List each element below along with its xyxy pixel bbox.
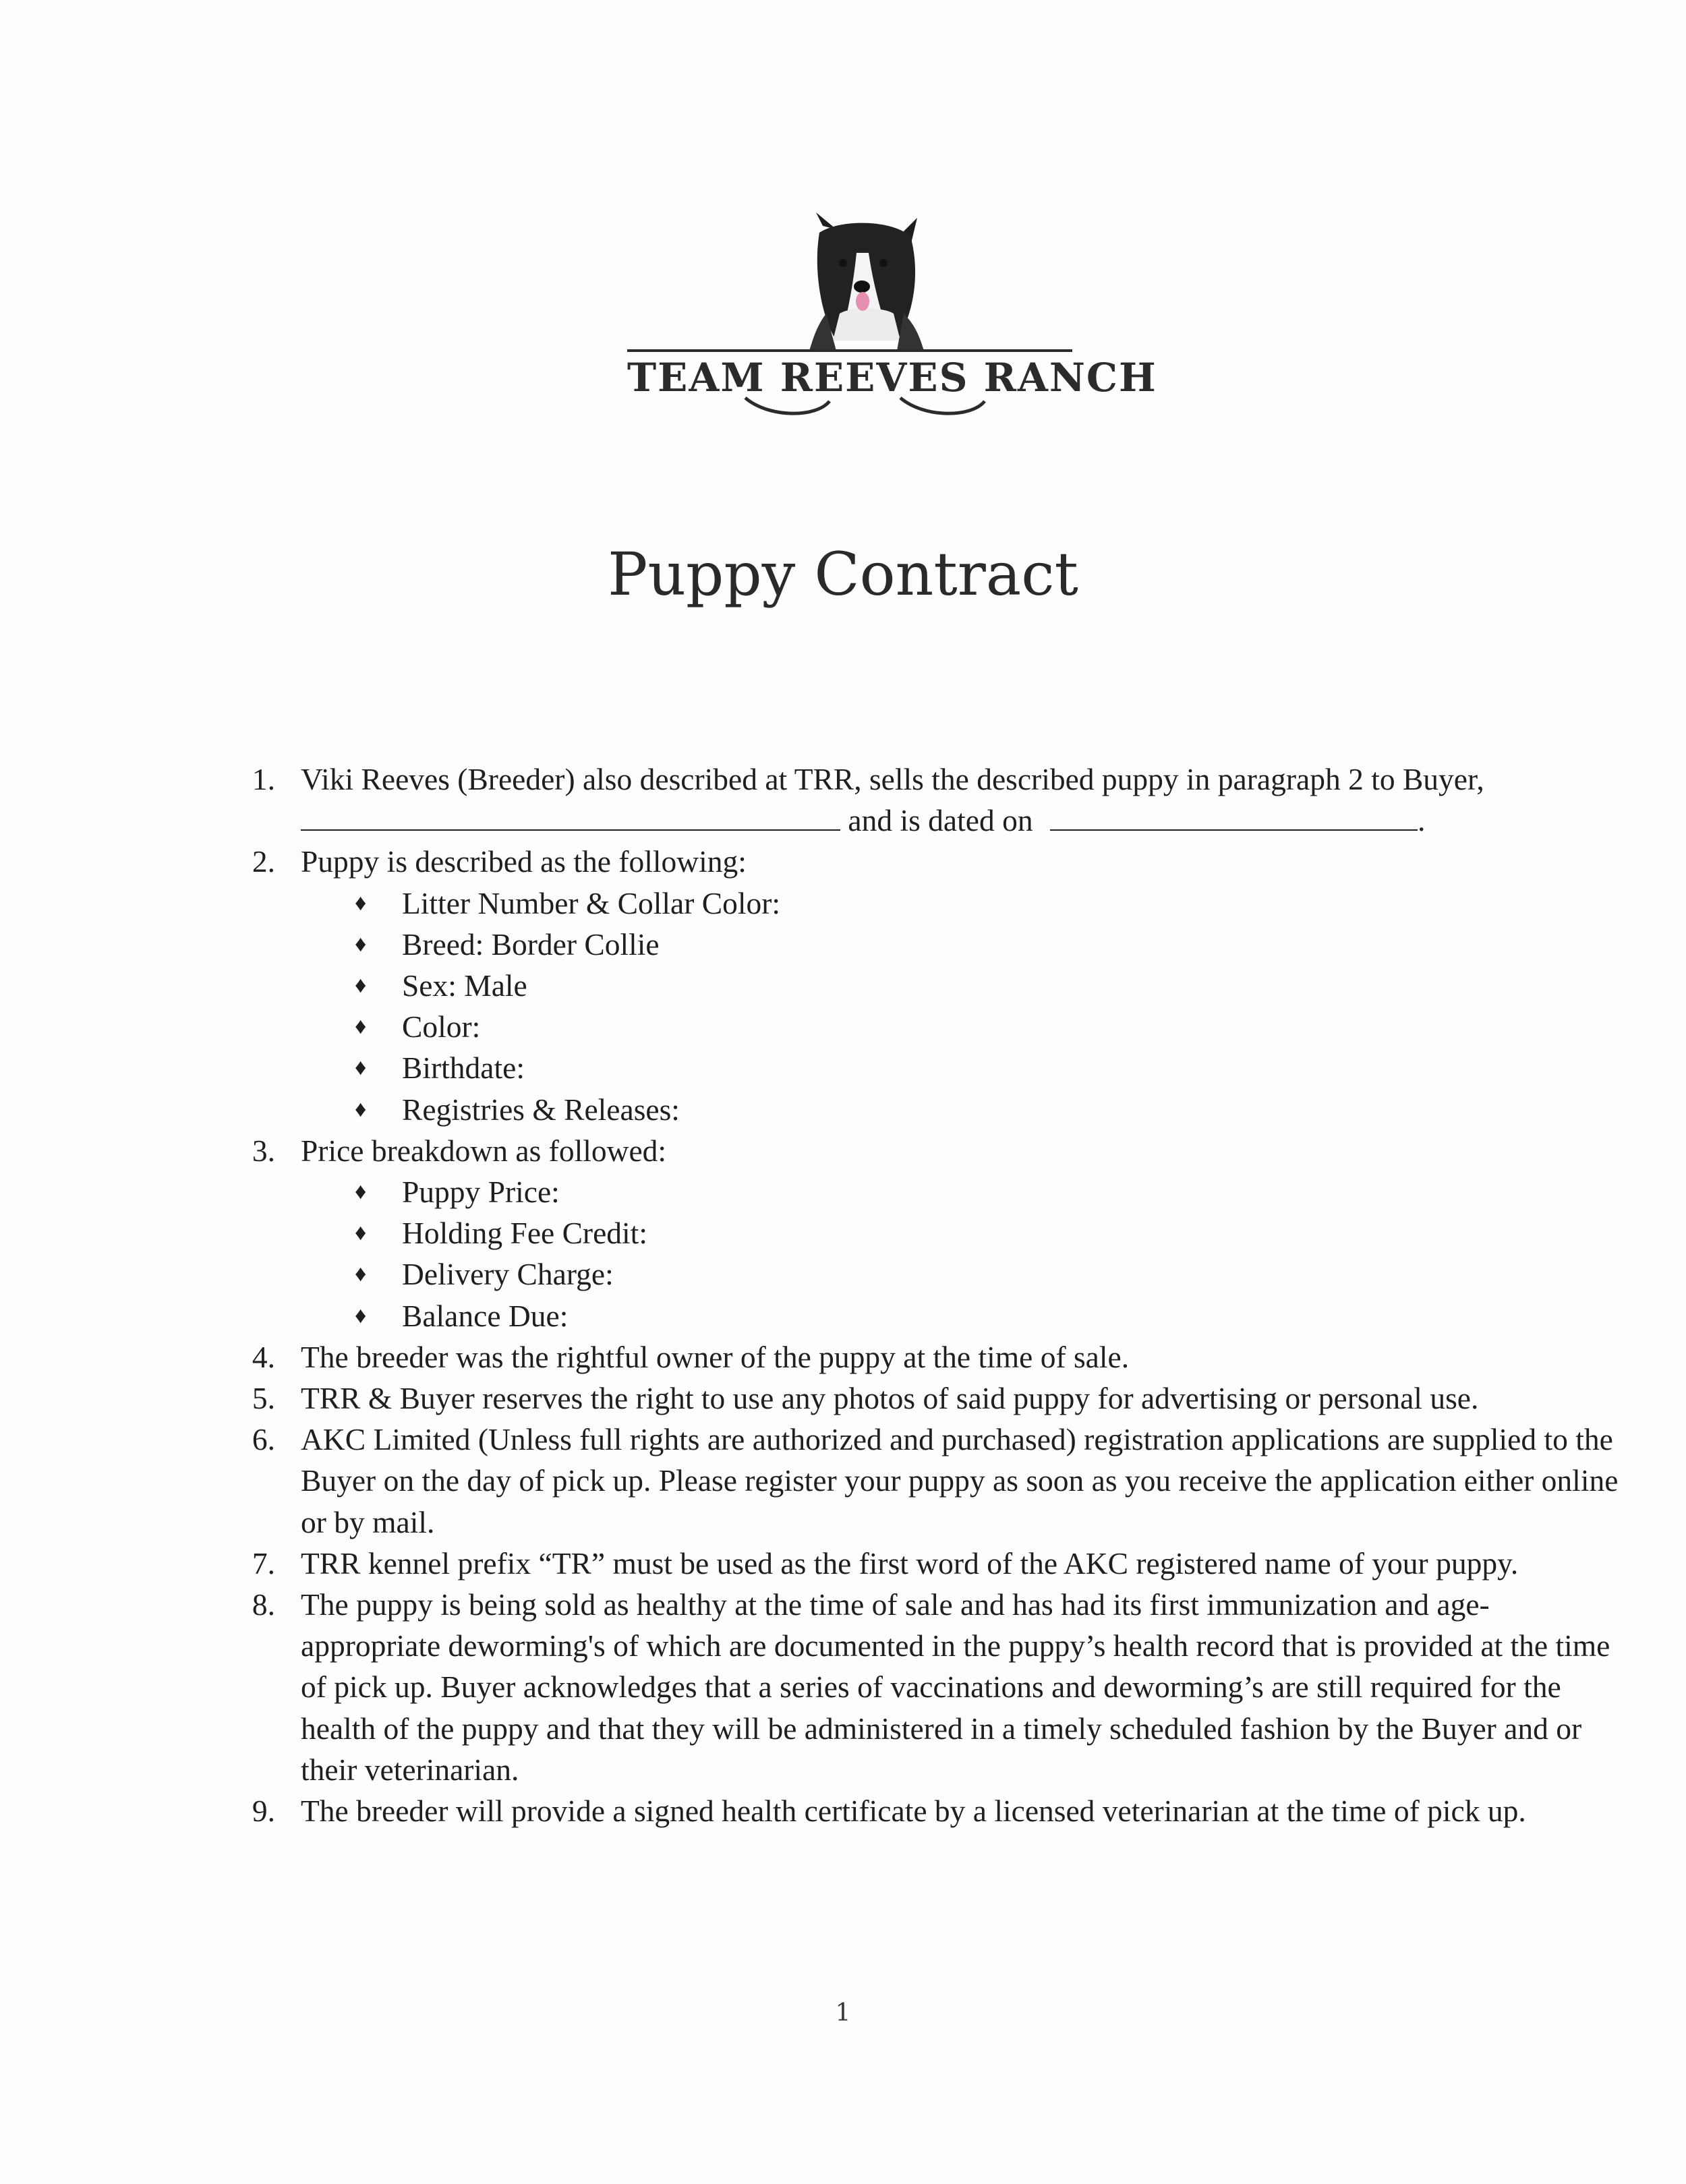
sub-item — [301, 1006, 1619, 1047]
contract-list — [229, 759, 1619, 1831]
sub-item-text: Registries & Releases: — [402, 1092, 680, 1127]
item-number: 6. — [252, 1422, 275, 1457]
page-title: Puppy Contract — [608, 539, 1078, 609]
item-fill-line — [301, 800, 1619, 841]
list-item — [229, 1336, 1619, 1378]
sub-item — [301, 1089, 1619, 1130]
buyer-blank[interactable] — [301, 800, 840, 831]
diamond-bullet-icon: ♦ — [355, 890, 367, 916]
diamond-bullet-icon: ♦ — [355, 1179, 367, 1205]
diamond-bullet-icon: ♦ — [355, 1303, 367, 1328]
list-item — [229, 1130, 1619, 1336]
sub-item — [301, 1047, 1619, 1088]
item-number: 7. — [252, 1545, 275, 1581]
sub-item-text: Holding Fee Credit: — [402, 1216, 647, 1251]
sub-item — [301, 1171, 1619, 1212]
sub-item-text: Balance Due: — [402, 1298, 569, 1333]
border-collie-icon — [627, 202, 1157, 445]
diamond-bullet-icon: ♦ — [355, 1220, 367, 1246]
sub-item — [301, 1295, 1619, 1336]
diamond-bullet-icon: ♦ — [355, 1096, 367, 1122]
list-item — [229, 1378, 1619, 1419]
sub-item — [301, 924, 1619, 965]
item-number: 4. — [252, 1339, 275, 1374]
diamond-bullet-icon: ♦ — [355, 973, 367, 999]
sub-item — [301, 1253, 1619, 1295]
sub-item — [301, 1212, 1619, 1253]
sub-item — [301, 883, 1619, 924]
sub-item-text: Litter Number & Collar Color: — [402, 885, 781, 920]
item-text: The breeder will provide a signed health certificate by a licensed veterinarian at the time of pick up. — [301, 1794, 1526, 1829]
sub-item-text: Birthdate: — [402, 1051, 525, 1086]
item-text: The puppy is being sold as healthy at the time of sale and has had its first immunization and age-appropriate deworming's of which are documented in the puppy’s health record that is provided at the time of pick up. Buyer acknowledges that a series of vaccinations and deworming’s are still required for the health of the puppy and that they will be administered in a timely scheduled fashion by the Buyer and or their veterinarian. — [301, 1587, 1610, 1787]
sub-list — [301, 883, 1619, 1130]
item-text: and is dated on — [848, 803, 1033, 838]
logo-text: TEAM REEVES RANCH — [627, 355, 1157, 401]
date-blank[interactable] — [1050, 800, 1418, 831]
list-item — [229, 1543, 1619, 1584]
sub-list — [301, 1171, 1619, 1336]
page-number: 1 — [835, 1999, 851, 2027]
sub-item-text: Delivery Charge: — [402, 1257, 614, 1292]
list-item — [229, 1419, 1619, 1543]
item-text: TRR kennel prefix “TR” must be used as the first word of the AKC registered name of your puppy. — [301, 1545, 1519, 1581]
item-text: . — [1417, 803, 1426, 838]
list-item — [229, 1584, 1619, 1790]
item-text: TRR & Buyer reserves the right to use any photos of said puppy for advertising or personal use. — [301, 1381, 1479, 1416]
item-text: AKC Limited (Unless full rights are authorized and purchased) registration applications are supplied to the Buyer on the day of pick up. Please register your puppy as soon as you receive the application either online or by mail. — [301, 1422, 1619, 1539]
ranch-logo — [627, 202, 1157, 445]
item-text: The breeder was the rightful owner of the puppy at the time of sale. — [301, 1339, 1130, 1374]
item-number: 5. — [252, 1381, 275, 1416]
sub-item-text: Color: — [402, 1009, 481, 1044]
diamond-bullet-icon: ♦ — [355, 931, 367, 957]
item-number: 1. — [252, 762, 275, 796]
list-item — [229, 841, 1619, 1129]
sub-item-text: Sex: Male — [402, 968, 527, 1003]
item-text: Viki Reeves (Breeder) also described at TRR, sells the described puppy in paragraph 2 to Buyer, — [301, 762, 1484, 796]
diamond-bullet-icon: ♦ — [355, 1055, 367, 1081]
sub-item-text: Breed: Border Collie — [402, 926, 660, 962]
list-item — [229, 759, 1619, 841]
item-text: Price breakdown as followed: — [301, 1133, 667, 1168]
item-text: Puppy is described as the following: — [301, 844, 747, 879]
list-item — [229, 1790, 1619, 1831]
item-number: 8. — [252, 1587, 275, 1622]
diamond-bullet-icon: ♦ — [355, 1262, 367, 1287]
item-number: 2. — [252, 844, 275, 879]
sub-item-text: Puppy Price: — [402, 1175, 560, 1210]
diamond-bullet-icon: ♦ — [355, 1014, 367, 1040]
item-number: 9. — [252, 1794, 275, 1829]
sub-item — [301, 965, 1619, 1006]
item-number: 3. — [252, 1133, 275, 1168]
